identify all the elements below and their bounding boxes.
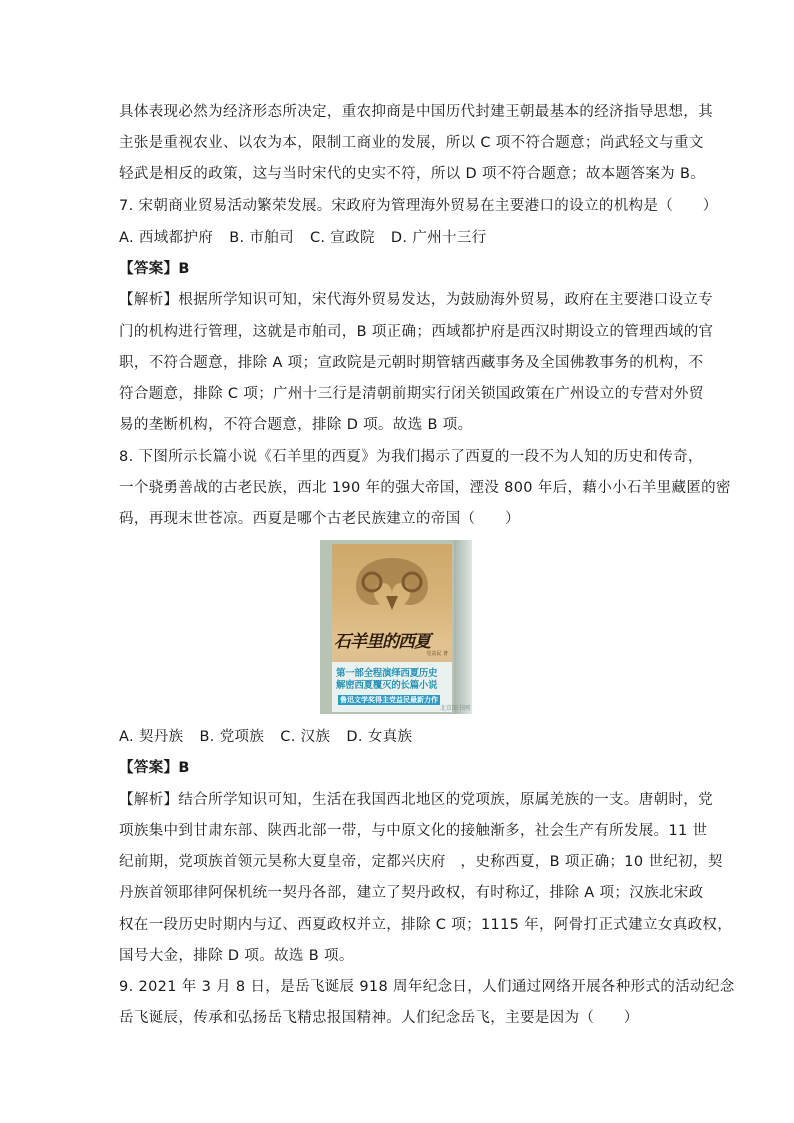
- book-title: 石羊里的西夏: [334, 632, 430, 652]
- q7-options: [119, 228, 699, 248]
- book-band-line-1: 第一部全程演绎西夏历史: [336, 668, 438, 679]
- q8-analysis-line-6: 国号大金，排除 D 项。故选 B 项。: [119, 948, 354, 964]
- q7-answer: 【答案】B: [119, 261, 190, 277]
- q9-stem-line-2: 岳飞诞辰，传承和弘扬岳飞精忠报国精神。人们纪念岳飞，主要是因为（ ）: [119, 1010, 639, 1026]
- q8-option-d: D. 女真族: [346, 729, 413, 745]
- intro-line-3: 轻武是相反的政策，这与当时宋代的史实不符，所以 D 项不符合题意；故本题答案为 B。: [119, 166, 706, 182]
- q7-analysis-line-3: 职，不符合题意，排除 A 项；宣政院是元朝时期管辖西藏事务及全国佛教事务的机构，不: [119, 355, 704, 371]
- book-author: 党益民 著: [426, 651, 448, 657]
- q9-stem-line-1: 9. 2021 年 3 月 8 日，是岳飞诞辰 918 周年纪念日，人们通过网络开展各种形式的活动纪念: [119, 979, 735, 995]
- intro-line-2: 主张是重视农业、以农为本，限制工商业的发展，所以 C 项不符合题意；尚武轻文与重文: [119, 135, 704, 151]
- q8-analysis-line-4: 丹族首领耶律阿保机统一契丹各部，建立了契丹政权，有时称辽，排除 A 项；汉族北宋政: [119, 885, 704, 901]
- q8-option-a: A. 契丹族: [119, 729, 184, 745]
- q8-options: [119, 727, 699, 747]
- q7-stem: 7. 宋朝商业贸易活动繁荣发展。宋政府为管理海外贸易在主要港口的设立的机构是（ ）: [119, 198, 718, 214]
- book-band-line-3: 鲁迅文学奖得主党益民最新力作: [340, 696, 438, 704]
- q7-analysis-line-5: 易的垄断机构，不符合题意，排除 D 项。故选 B 项。: [119, 417, 473, 433]
- q8-stem-line-3: 码，再现末世苍凉。西夏是哪个古老民族建立的帝国（ ）: [119, 511, 520, 527]
- q8-analysis-line-3: 纪前期，党项族首领元昊称大夏皇帝，定都兴庆府 ，史称西夏，B 项正确；10 世纪初，契: [119, 854, 723, 870]
- q7-option-d: D. 广州十三行: [390, 230, 487, 246]
- book-band-line-2: 解密西夏覆灭的长篇小说: [336, 680, 438, 691]
- book-band: [332, 662, 452, 712]
- q7-analysis-line-1: 【解析】根据所学知识可知，宋代海外贸易发达，为鼓励海外贸易，政府在主要港口设立专: [119, 292, 713, 308]
- q8-stem-line-1: 8. 下图所示长篇小说《石羊里的西夏》为我们揭示了西夏的一段不为人知的历史和传奇，: [119, 449, 703, 465]
- q8-answer: 【答案】B: [119, 760, 190, 776]
- q8-stem-line-2: 一个骁勇善战的古老民族，西北 190 年的强大帝国，湮没 800 年后，藉小小石羊里藏匿的密: [119, 480, 731, 496]
- book-watermark: 北京图书网: [439, 705, 470, 712]
- q7-analysis-line-4: 符合题意，排除 C 项；广州十三行是清朝前期实行闭关锁国政策在广州设立的专营对外贸: [119, 386, 704, 402]
- book-background: [454, 540, 472, 714]
- ram-motif-icon: [342, 550, 442, 620]
- q8-option-c: C. 汉族: [280, 729, 331, 745]
- q7-option-a: A. 西域都护府: [119, 230, 214, 246]
- intro-line-1: 具体表现必然为经济形态所决定，重农抑商是中国历代封建王朝最基本的经济指导思想，其: [119, 104, 713, 120]
- q8-analysis-line-2: 项族集中到甘肃东部、陕西北部一带，与中原文化的接触渐多，社会生产有所发展。11 世: [119, 823, 708, 839]
- q7-option-b: B. 市舶司: [229, 230, 294, 246]
- book-cover-image: [320, 540, 472, 714]
- q7-analysis-line-2: 门的机构进行管理，这就是市舶司，B 项正确；西域都护府是西汉时期设立的管理西域的官: [119, 324, 714, 340]
- q8-analysis-line-5: 权在一段历史时期内与辽、西夏政权并立，排除 C 项；1115 年，阿骨打正式建立女真政权，: [119, 917, 733, 933]
- q7-option-c: C. 宣政院: [309, 230, 375, 246]
- q8-option-b: B. 党项族: [199, 729, 265, 745]
- q8-analysis-line-1: 【解析】结合所学知识可知，生活在我国西北地区的党项族，原属羌族的一支。唐朝时，党: [119, 792, 713, 808]
- book-cover: [332, 544, 452, 712]
